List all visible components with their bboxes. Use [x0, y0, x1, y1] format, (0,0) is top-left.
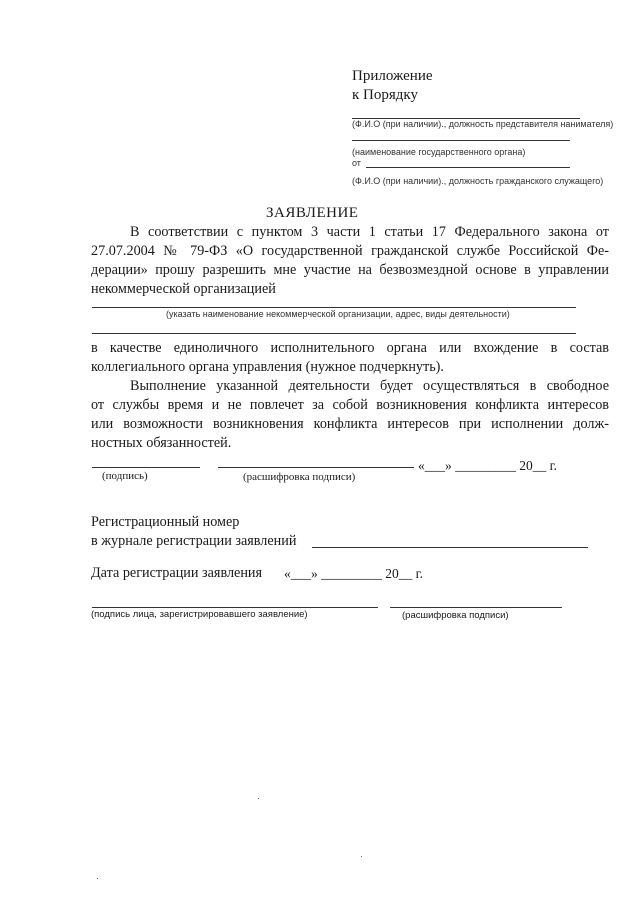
from-line: [366, 167, 570, 168]
organ-line: [352, 140, 570, 141]
organization-line-1: [92, 307, 576, 308]
registration-number-line: [312, 547, 588, 548]
registrar-decoding-line: [390, 607, 562, 608]
scan-speck: [97, 878, 98, 879]
organ-caption: (наименование государственного органа): [352, 147, 526, 157]
paragraph-2-line-2: коллегиального органа управления (нужное подчеркнуть).: [91, 359, 444, 375]
registration-date-label: Дата регистрации заявления: [91, 565, 263, 581]
scan-speck: [361, 856, 362, 857]
signature-caption: (подпись): [102, 470, 148, 482]
appendix-line-1: Приложение: [352, 68, 433, 84]
signature-line: [92, 467, 200, 468]
paragraph-1-line-1: В соответствии с пунктом 3 части 1 статьи 17 Федерального закона от: [130, 224, 609, 240]
registration-number-line-1: Регистрационный номер: [91, 514, 240, 530]
paragraph-3-line-4: ностных обязанностей.: [91, 435, 232, 451]
registration-number-line-2: в журнале регистрации заявлений: [91, 533, 297, 549]
from-label: от: [352, 158, 361, 168]
paragraph-3-line-3: или возможности возникновения конфликта интересов при исполнении долж-: [91, 416, 609, 432]
paragraph-2-line-1: в качестве единоличного исполнительного органа или вхождение в состав: [91, 340, 609, 356]
paragraph-1-line-2: 27.07.2004 № 79-ФЗ «О государственной гражданской службе Российской Фе-: [91, 243, 609, 259]
registration-date: «___» _________ 20__ г.: [284, 566, 424, 581]
document-title: ЗАЯВЛЕНИЕ: [266, 205, 359, 221]
signature-date: «___» _________ 20__ г.: [418, 458, 558, 473]
appendix-line-2: к Порядку: [352, 87, 418, 103]
representative-caption: (Ф.И.О (при наличии)., должность представителя нанимателя): [352, 119, 614, 129]
scan-speck: [258, 798, 259, 799]
registrar-signature-line: [92, 607, 378, 608]
paragraph-1-line-4: некоммерческой организацией: [91, 281, 276, 297]
decoding-caption: (расшифровка подписи): [243, 471, 356, 483]
paragraph-3-line-1: Выполнение указанной деятельности будет осуществляться в свободное: [130, 378, 609, 394]
paragraph-1-line-3: дерации» прошу разрешить мне участие на безвозмездной основе в управлении: [91, 262, 609, 278]
organization-line-2: [92, 333, 576, 334]
decoding-line: [218, 467, 414, 468]
servant-caption: (Ф.И.О (при наличии)., должность гражданского служащего): [352, 176, 604, 186]
organization-caption: (указать наименование некоммерческой организации, адрес, виды деятельности): [166, 309, 510, 319]
paragraph-3-line-2: от службы время и не повлечет за собой возникновения конфликта интересов: [91, 397, 609, 413]
registrar-decoding-caption: (расшифровка подписи): [402, 610, 509, 621]
registrar-caption: (подпись лица, зарегистрировавшего заявление): [91, 609, 308, 620]
